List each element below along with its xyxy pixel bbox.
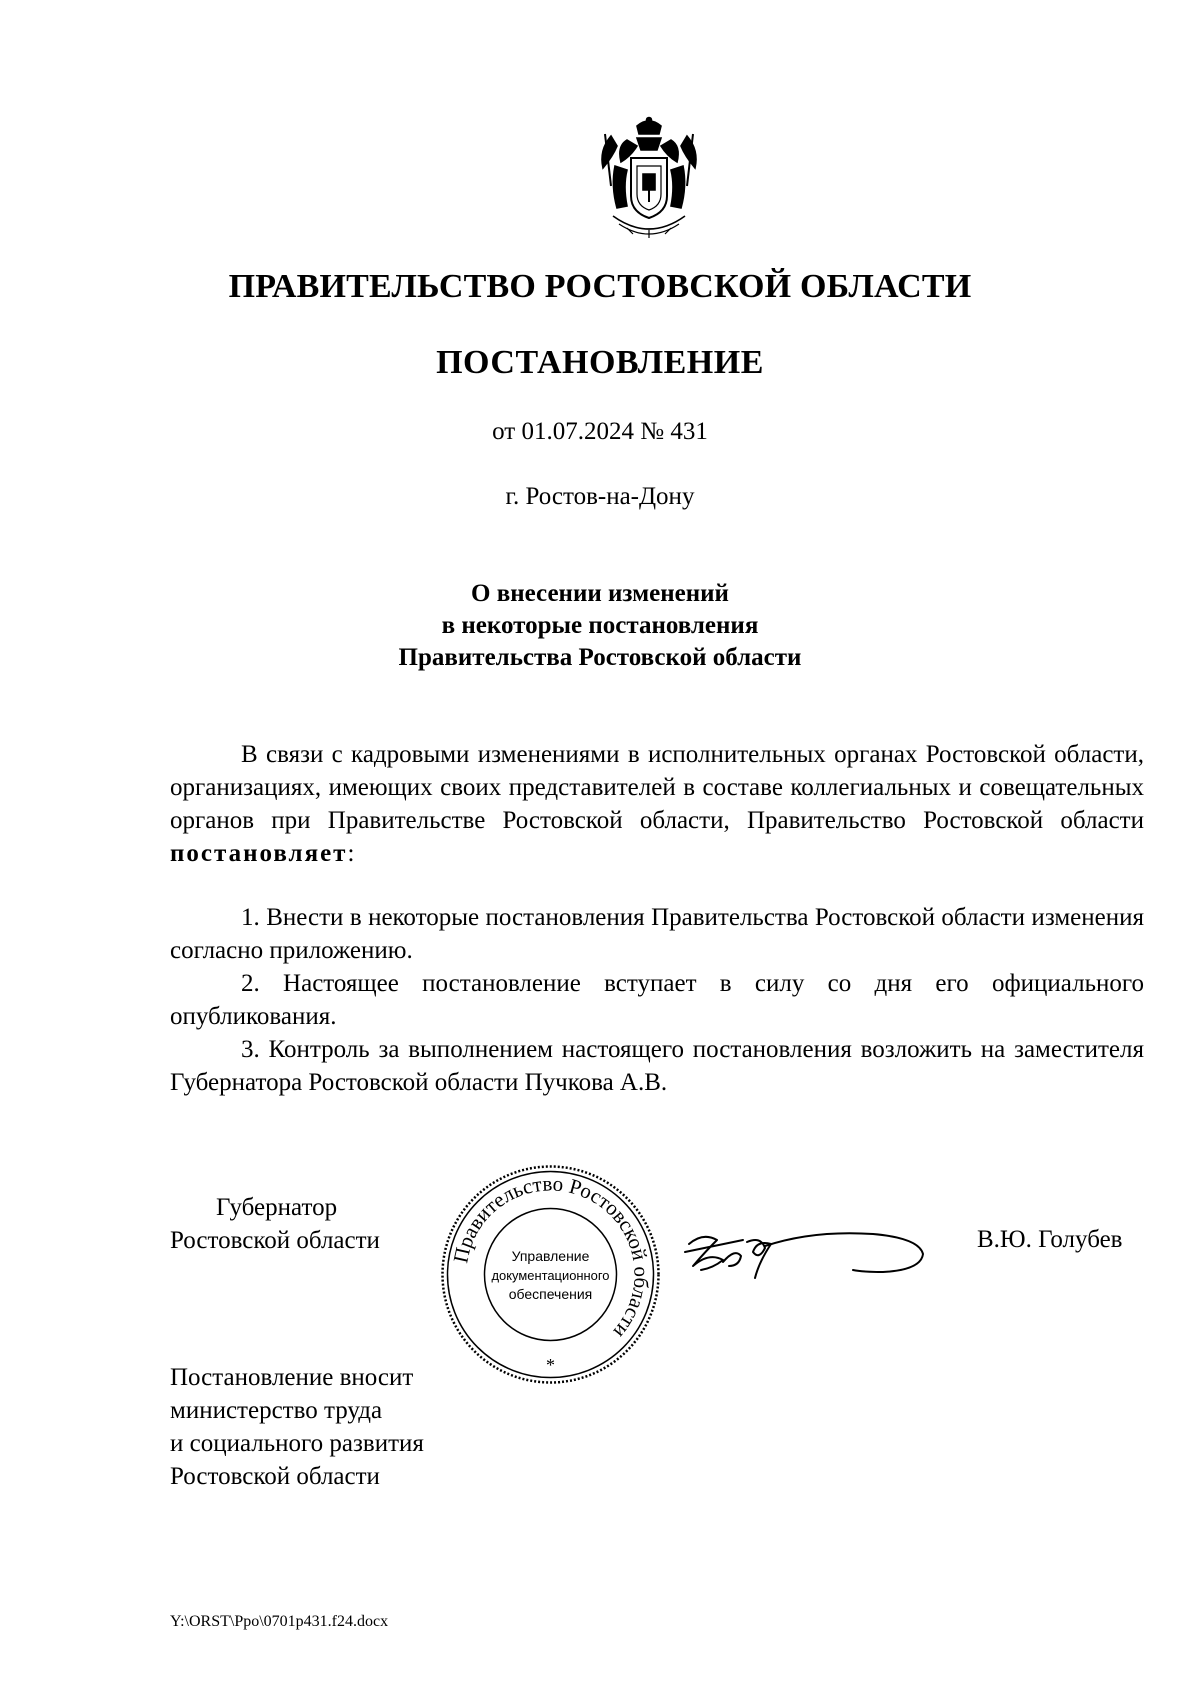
seal-inner-line: обеспечения [508, 1286, 593, 1302]
official-seal-icon [438, 1162, 663, 1387]
signer-name: В.Ю. Голубев [977, 1226, 1123, 1253]
document-type-heading: ПОСТАНОВЛЕНИЕ [436, 344, 764, 381]
submitted-by-line: министерство труда [170, 1397, 383, 1424]
preamble-paragraph [170, 738, 1144, 870]
submitted-by-line: и социального развития [170, 1430, 424, 1457]
coat-of-arms-icon [597, 116, 701, 242]
resolution-items [170, 901, 1144, 1099]
signer-position [170, 1191, 380, 1257]
subject-line: О внесении изменений [471, 580, 729, 607]
preamble-end: : [347, 840, 355, 867]
signer-position-line: Ростовской области [170, 1227, 380, 1254]
submitted-by-block [170, 1361, 424, 1493]
subject-line: в некоторые постановления [441, 612, 759, 639]
preamble-text: В связи с кадровыми изменениями в исполнительных органах Ростовской области, организациях, имеющих своих представителей в составе коллегиальных и совещательных органов при Правительстве Ростовской области, Правительство Ростовской области [170, 741, 1144, 834]
handwritten-signature-icon [683, 1222, 928, 1294]
submitted-by-line: Постановление вносит [170, 1364, 414, 1391]
organization-title: ПРАВИТЕЛЬСТВО РОСТОВСКОЙ ОБЛАСТИ [228, 268, 972, 305]
file-reference: Y:\ORST\Ppo\0701p431.f24.docx [170, 1613, 389, 1630]
seal-outer-text: Правительство Ростовской области [448, 1171, 654, 1344]
resolution-item: 2. Настоящее постановление вступает в силу со дня его официального опубликования. [170, 970, 1144, 1030]
seal-star: * [546, 1355, 555, 1375]
subject-line: Правительства Ростовской области [398, 644, 802, 671]
resolution-item: 1. Внести в некоторые постановления Правительства Ростовской области изменения согласно приложению. [170, 904, 1144, 964]
resolution-item: 3. Контроль за выполнением настоящего постановления возложить на заместителя Губернатора Ростовской области Пучкова А.В. [170, 1036, 1144, 1096]
seal-inner-line: Управление [511, 1248, 590, 1264]
city-line: г. Ростов-на-Дону [505, 483, 695, 510]
preamble-keyword: постановляет [170, 840, 348, 867]
submitted-by-line: Ростовской области [170, 1463, 380, 1490]
seal-inner-line: документационного [491, 1268, 610, 1283]
signer-position-line: Губернатор [216, 1194, 338, 1221]
document-subject [0, 578, 1200, 674]
date-and-number: от 01.07.2024 № 431 [492, 418, 708, 445]
